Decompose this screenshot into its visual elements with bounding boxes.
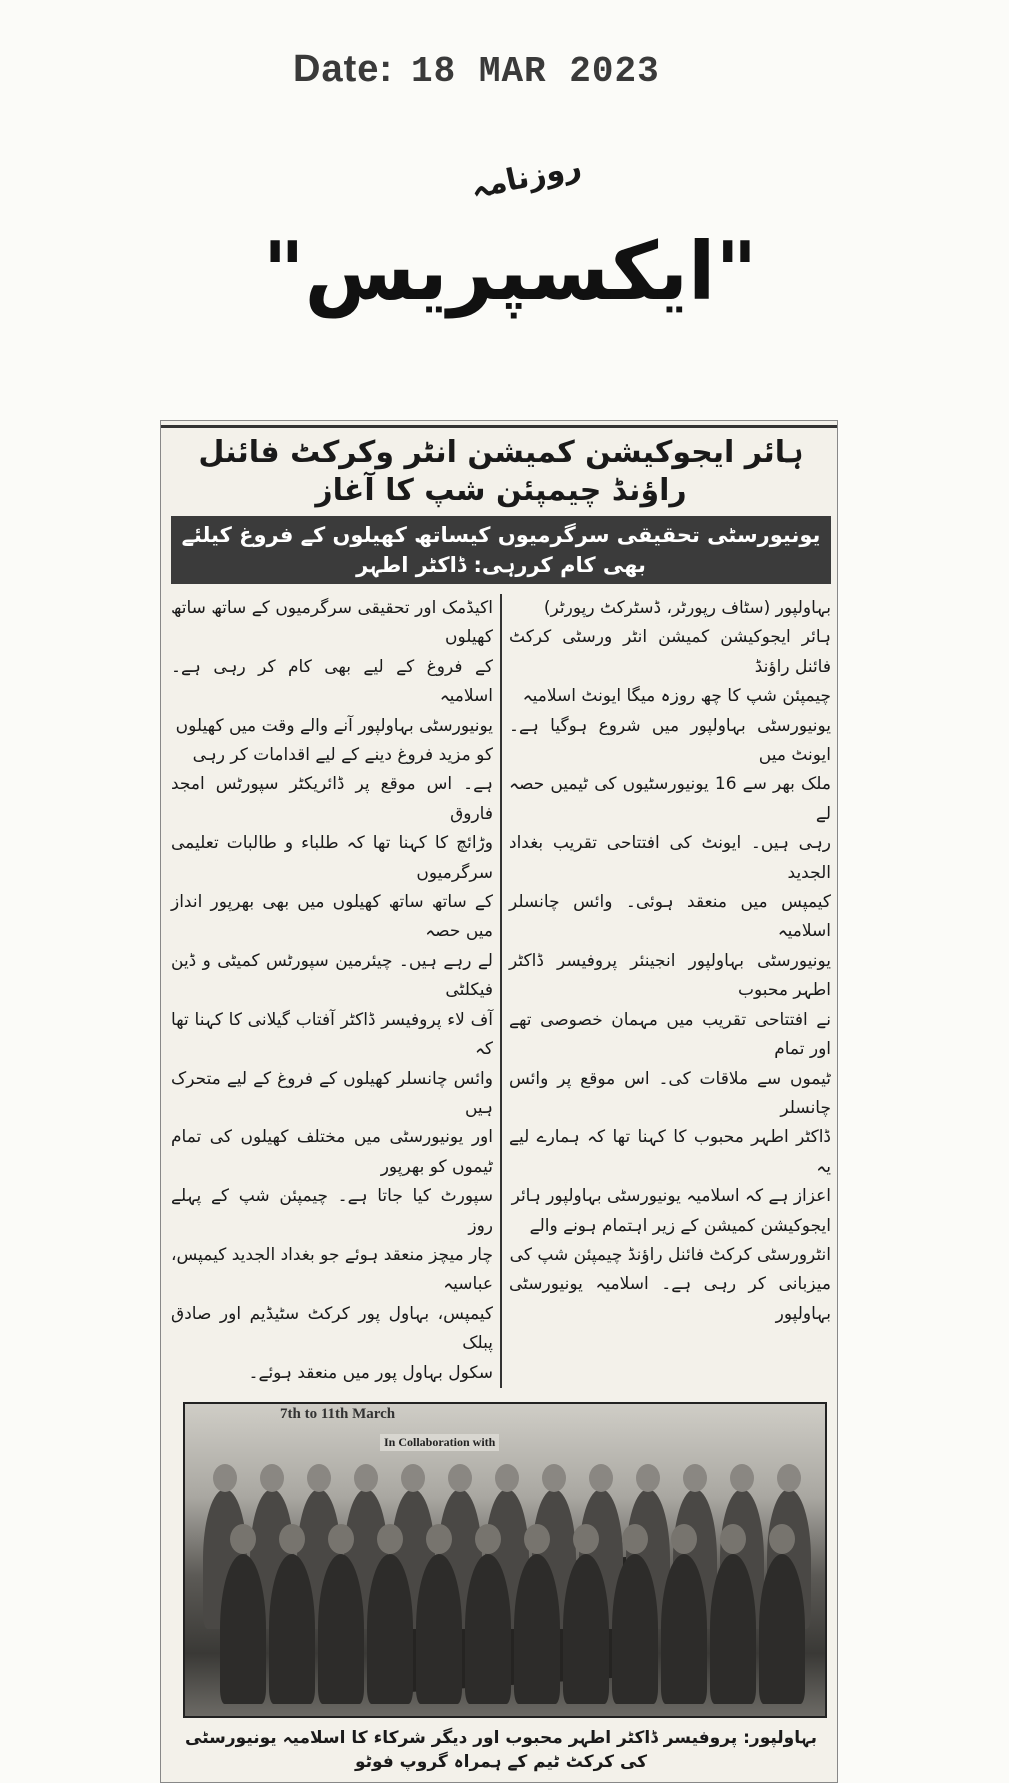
- person-seated: [514, 1554, 560, 1704]
- column-divider: [500, 594, 502, 1388]
- person-seated: [416, 1554, 462, 1704]
- photo-banner-text: 7th to 11th March: [280, 1405, 396, 1422]
- person-head: [354, 1464, 378, 1492]
- person-head: [448, 1464, 472, 1492]
- person-head: [495, 1464, 519, 1492]
- masthead-prefix: روزنامہ: [467, 148, 585, 207]
- article-line: وائس چانسلر کھیلوں کے فروغ کے لیے متحرک ہیں: [171, 1068, 493, 1118]
- article-line: ملک بھر سے 16 یونیورسٹیوں کی ٹیمیں حصہ لے: [509, 774, 831, 824]
- person-seated: [465, 1554, 511, 1704]
- person-head: [769, 1524, 795, 1554]
- person-head: [720, 1524, 746, 1554]
- article-line: ایجوکیشن کمیشن کے زیر اہتمام ہونے والے: [529, 1215, 831, 1236]
- person-head: [475, 1524, 501, 1554]
- person-head: [730, 1464, 754, 1492]
- date-label: Date:: [293, 48, 394, 90]
- article-column-right: [509, 594, 831, 1388]
- photo-people: [185, 1404, 825, 1716]
- article-line: یونیورسٹی بہاولپور آنے والے وقت میں کھیلوں: [175, 715, 493, 736]
- article-headline: ہائر ایجوکیشن کمیشن انٹر وکرکٹ فائنل راؤنڈ چیمپئن شپ کا آغاز: [198, 435, 804, 508]
- person-seated: [269, 1554, 315, 1704]
- article-line: کے ساتھ ساتھ کھیلوں میں بھی بھرپور انداز میں حصہ: [171, 892, 493, 942]
- person-head: [260, 1464, 284, 1492]
- person-head: [671, 1524, 697, 1554]
- person-head: [524, 1524, 550, 1554]
- article-line: انٹرورسٹی کرکٹ فائنل راؤنڈ چیمپئن شپ کی: [509, 1244, 831, 1265]
- person-head: [377, 1524, 403, 1554]
- article-line: یونیورسٹی بہاولپور انجینئر پروفیسر ڈاکٹر اطہر محبوب: [509, 950, 831, 1001]
- person-head: [328, 1524, 354, 1554]
- person-head: [622, 1524, 648, 1554]
- person-seated: [563, 1554, 609, 1704]
- news-article: [160, 420, 838, 1783]
- article-subheadline: یونیورسٹی تحقیقی سرگرمیوں کیساتھ کھیلوں کے فروغ کیلئے بھی کام کررہی: ڈاکٹر اطہر: [171, 516, 831, 584]
- person-head: [589, 1464, 613, 1492]
- person-head: [683, 1464, 707, 1492]
- person-seated: [220, 1554, 266, 1704]
- article-line: ہے۔ اس موقع پر ڈائریکٹر سپورٹس امجد فاروق: [171, 774, 493, 824]
- article-line: رہی ہیں۔ ایونٹ کی افتتاحی تقریب بغداد الجدید: [509, 833, 831, 883]
- article-line: سپورٹ کیا جاتا ہے۔ چیمپئن شپ کے پہلے روز: [171, 1186, 493, 1236]
- person-head: [426, 1524, 452, 1554]
- person-head: [401, 1464, 425, 1492]
- person-seated: [710, 1554, 756, 1704]
- article-line: کے فروغ کے لیے بھی کام کر رہی ہے۔ اسلامیہ: [171, 656, 493, 707]
- article-line: کو مزید فروغ دینے کے لیے اقدامات کر رہی: [192, 745, 493, 766]
- newspaper-masthead: "ایکسپریس": [262, 225, 758, 318]
- article-line: ہائر ایجوکیشن کمیشن انٹر ورسٹی کرکٹ فائنل راؤنڈ: [509, 627, 831, 677]
- photo-collab-text: In Collaboration with: [380, 1434, 499, 1451]
- person-head: [573, 1524, 599, 1554]
- article-line: ڈاکٹر اطہر محبوب کا کہنا تھا کہ ہمارے لیے یہ: [509, 1127, 831, 1177]
- article-line: ٹیموں سے ملاقات کی۔ اس موقع پر وائس چانسلر: [509, 1068, 831, 1118]
- article-line: آف لاء پروفیسر ڈاکٹر آفتاب گیلانی کا کہنا تھا کہ: [171, 1009, 493, 1060]
- person-head: [636, 1464, 660, 1492]
- person-head: [542, 1464, 566, 1492]
- person-seated: [661, 1554, 707, 1704]
- article-line: یونیورسٹی بہاولپور میں شروع ہوگیا ہے۔ ایونٹ میں: [509, 715, 831, 766]
- article-line: اکیڈمک اور تحقیقی سرگرمیوں کے ساتھ ساتھ کھیلوں: [171, 598, 493, 648]
- article-line: وڑائچ کا کہنا تھا کہ طلباء و طالبات تعلیمی سرگرمیوں: [171, 833, 493, 883]
- article-columns: [171, 594, 831, 1388]
- person-head: [213, 1464, 237, 1492]
- article-line: نے افتتاحی تقریب میں مہمان خصوصی تھے اور تمام: [509, 1009, 831, 1060]
- person-head: [777, 1464, 801, 1492]
- date-value: 18 MAR 2023: [411, 51, 660, 92]
- article-line: اور یونیورسٹی میں مختلف کھیلوں کی تمام ٹیموں کو بھرپور: [171, 1127, 493, 1177]
- person-seated: [612, 1554, 658, 1704]
- group-photo: [183, 1402, 827, 1718]
- article-line: بہاولپور (سٹاف رپورٹر، ڈسٹرکٹ رپورٹر): [543, 598, 831, 618]
- person-seated: [318, 1554, 364, 1704]
- photo-caption: بہاولپور: پروفیسر ڈاکٹر اطہر محبوب اور دیگر شرکاء کا اسلامیہ یونیورسٹی کی کرکٹ ٹیم کے ہمراہ گروپ فوٹو: [185, 1727, 817, 1772]
- article-line: چیمپئن شپ کا چھ روزہ میگا ایونٹ اسلامیہ: [522, 686, 831, 707]
- person-seated: [367, 1554, 413, 1704]
- person-seated: [759, 1554, 805, 1704]
- person-head: [307, 1464, 331, 1492]
- divider: [161, 425, 837, 428]
- person-head: [279, 1524, 305, 1554]
- article-column-left: [171, 594, 493, 1388]
- article-line: کیمپس میں منعقد ہوئی۔ وائس چانسلر اسلامیہ: [509, 892, 831, 942]
- article-line: چار میچز منعقد ہوئے جو بغداد الجدید کیمپس، عباسیہ: [171, 1244, 493, 1295]
- article-line: لے رہے ہیں۔ چیئرمین سپورٹس کمیٹی و ڈین فیکلٹی: [171, 950, 493, 1001]
- article-line: کیمپس، بہاول پور کرکٹ سٹیڈیم اور صادق پبلک: [171, 1303, 493, 1354]
- person-head: [230, 1524, 256, 1554]
- article-line: اعزاز ہے کہ اسلامیہ یونیورسٹی بہاولپور ہائر: [511, 1186, 831, 1207]
- article-line: میزبانی کر رہی ہے۔ اسلامیہ یونیورسٹی بہاولپور: [509, 1274, 831, 1324]
- clipping-date: [293, 48, 660, 92]
- article-line: سکول بہاول پور میں منعقد ہوئے۔: [248, 1362, 493, 1383]
